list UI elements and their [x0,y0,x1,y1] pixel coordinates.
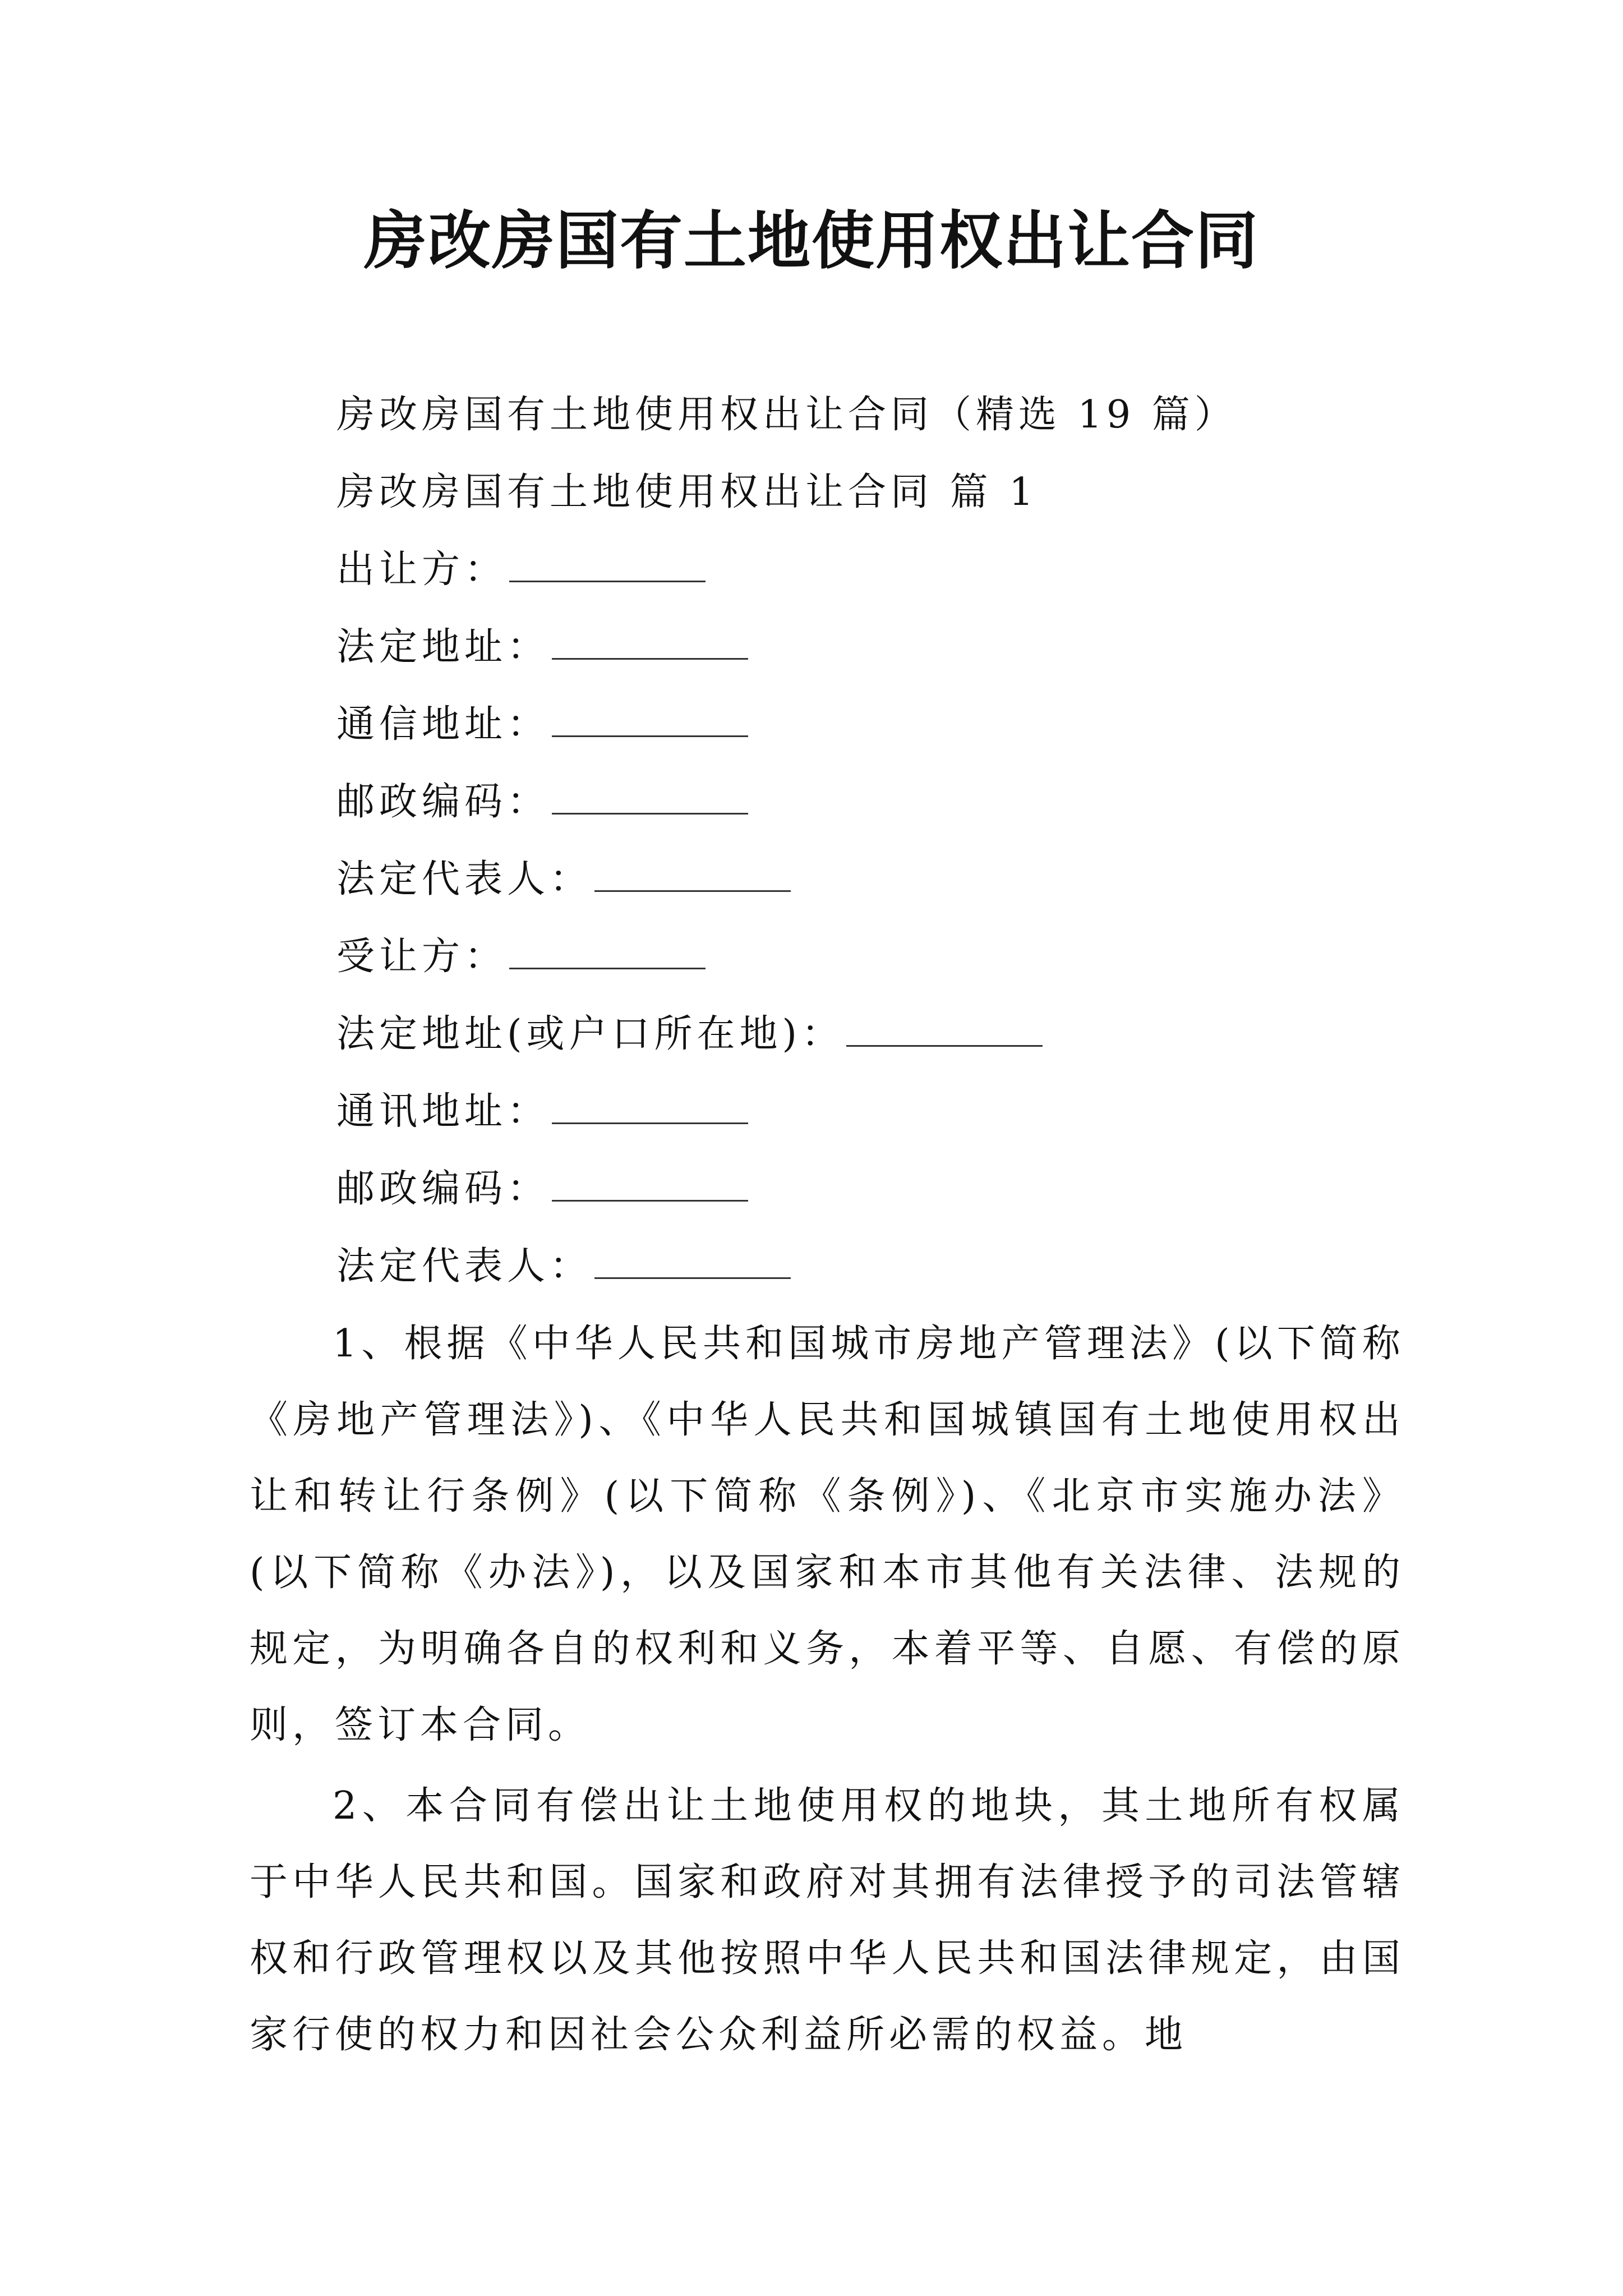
field-transferee [336,929,706,985]
fill-blank [552,629,748,660]
fill-blank [552,1093,748,1124]
fill-blank [552,784,748,815]
field-label: 通信地址： [336,702,550,747]
fill-blank [594,1248,791,1279]
field-contact-address [336,1084,748,1140]
field-label: 法定代表人： [336,1244,593,1289]
field-mailing-address [336,697,748,753]
fill-blank [552,1171,748,1202]
field-label: 邮政编码： [336,780,550,824]
field-label: 法定地址(或户口所在地)： [336,1012,845,1056]
field-legal-representative [336,852,791,908]
fill-blank [509,551,706,582]
fill-blank [846,1016,1043,1047]
paragraph-2: 2、本合同有偿出让土地使用权的地块，其土地所有权属于中华人民共和国。国家和政府对其拥有法律授予的司法管辖权和行政管理权以及其他按照中华人民共和国法律规定，由国家行使的权力和因社会公众利益所必需的权益。地 [250,1784,1405,2057]
field-label: 法定地址： [336,625,550,669]
field-transferee-postal-code [336,1161,748,1217]
document-subtitle: 房改房国有土地使用权出让合同（精选 19 篇） [336,393,1237,437]
field-label: 出让方： [336,547,508,592]
field-label: 法定代表人： [336,857,593,901]
field-legal-address [336,619,748,675]
document-title: 房改房国有土地使用权出让合同 [364,204,1259,278]
field-transferor [336,542,706,598]
fill-blank [552,706,748,737]
field-label: 通讯地址： [336,1089,550,1134]
fill-blank [509,938,706,969]
field-transferee-legal-representative [336,1239,791,1295]
field-label: 邮政编码： [336,1167,550,1211]
field-postal-code [336,774,748,830]
paragraph-1: 1、根据《中华人民共和国城市房地产管理法》(以下简称《房地产管理法》)、《中华人民共和国城镇国有土地使用权出让和转让行条例》(以下简称《条例》)、《北京市实施办法》(以下简称《办法》)，以及国家和本市其他有关法律、法规的规定，为明确各自的权利和义务，本着平等、自愿、有偿的原则，签订本合同。 [250,1322,1405,1747]
section-heading: 房改房国有土地使用权出让合同 篇 1 [336,470,1038,514]
field-label: 受让方： [336,935,508,979]
field-transferee-legal-address [336,1006,1043,1062]
fill-blank [594,861,791,892]
